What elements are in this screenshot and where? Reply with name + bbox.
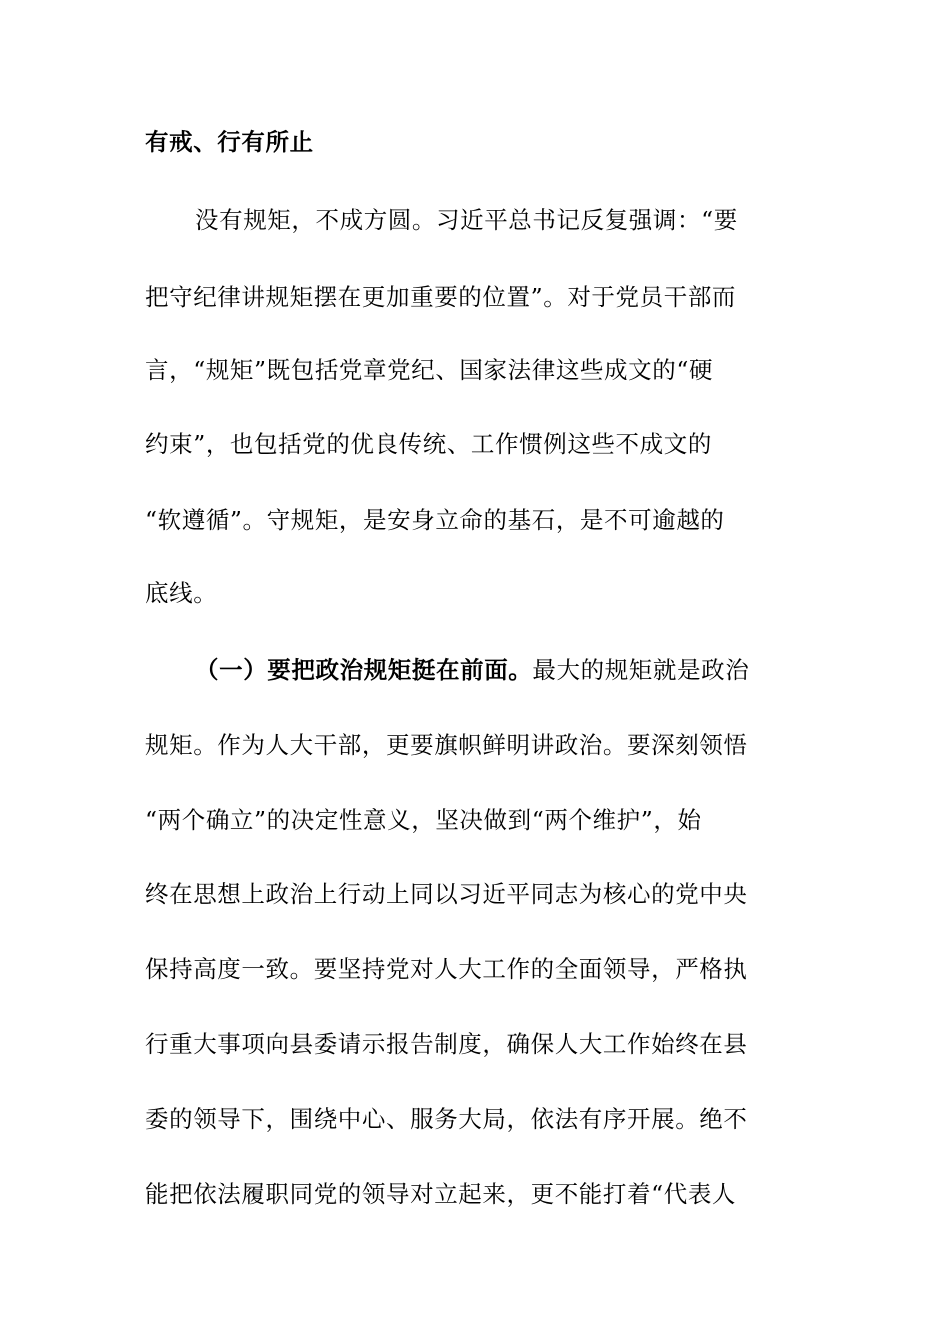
section1-first-line — [195, 655, 785, 685]
section1-line-5: 保持高度一致。要坚持党对人大工作的全面领导，严格执 — [145, 955, 748, 983]
section1-line-8: 能把依法履职同党的领导对立起来，更不能打着“代表人 — [145, 1180, 737, 1208]
paragraph1-line-1: 没有规矩，不成方圆。习近平总书记反复强调：“要 — [195, 206, 738, 234]
section1-line-7: 委的领导下，围绕中心、服务大局，依法有序开展。绝不 — [145, 1105, 748, 1133]
paragraph1-line-6: 底线。 — [145, 579, 218, 607]
section1-line-2: 规矩。作为人大干部，更要旗帜鲜明讲政治。要深刻领悟 — [145, 731, 748, 759]
paragraph1-line-5: “软遵循”。守规矩，是安身立命的基石，是不可逾越的 — [145, 506, 725, 534]
paragraph1-line-2: 把守纪律讲规矩摆在更加重要的位置”。对于党员干部而 — [145, 283, 737, 311]
heading-continuation: 有戒、行有所止 — [145, 128, 314, 156]
paragraph1-line-4: 约束”，也包括党的优良传统、工作惯例这些不成文的 — [145, 430, 712, 458]
section1-heading: （一）要把政治规矩挺在前面。 — [195, 656, 533, 684]
section1-first-line-rest: 最大的规矩就是政治 — [532, 656, 750, 684]
section1-line-6: 行重大事项向县委请示报告制度，确保人大工作始终在县 — [145, 1030, 748, 1058]
paragraph1-line-3: 言，“规矩”既包括党章党纪、国家法律这些成文的“硬 — [145, 356, 714, 384]
section1-line-3: “两个确立”的决定性意义，坚决做到“两个维护”，始 — [145, 806, 702, 834]
section1-line-4: 终在思想上政治上行动上同以习近平同志为核心的党中央 — [145, 880, 748, 908]
